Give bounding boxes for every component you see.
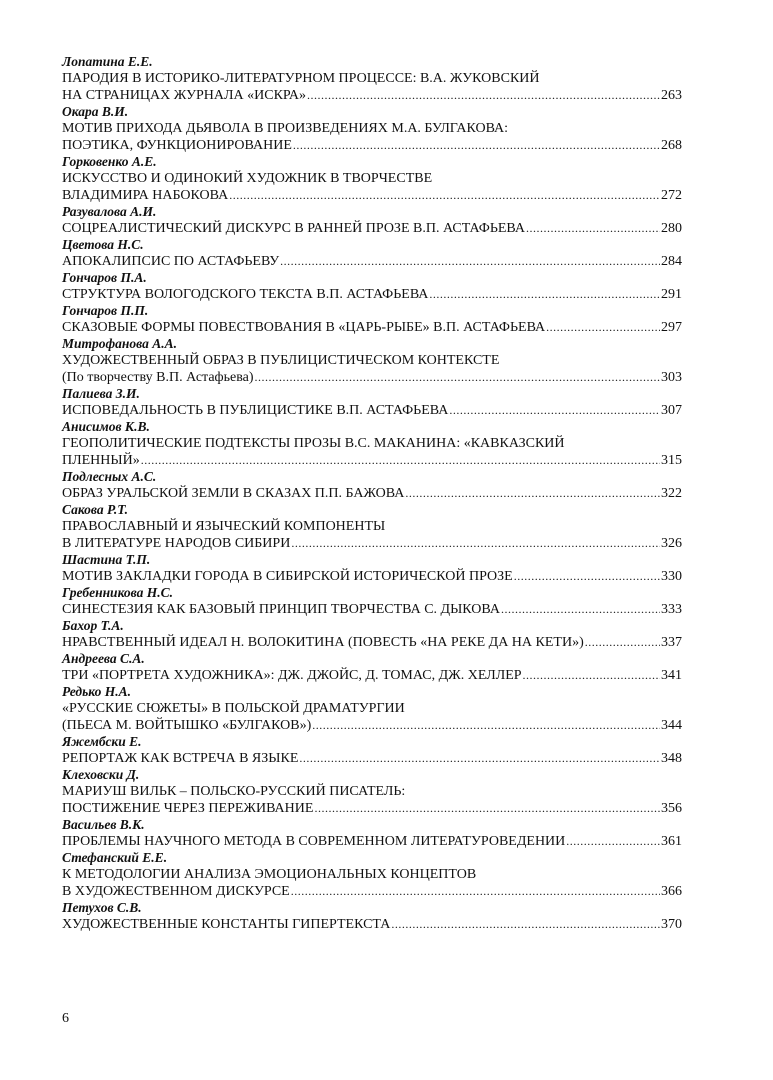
- toc-entry: [62, 386, 682, 419]
- toc-leader-dots: [229, 187, 660, 204]
- toc-title-line: [62, 535, 682, 552]
- toc-author: Гончаров П.П.: [62, 303, 149, 318]
- toc-title-text: СТРУКТУРА ВОЛОГОДСКОГО ТЕКСТА В.П. АСТАФЬЕВА: [62, 287, 429, 302]
- toc-title-line: ПРАВОСЛАВНЫЙ И ЯЗЫЧЕСКИЙ КОМПОНЕНТЫ: [62, 519, 386, 534]
- toc-title-line: [62, 286, 682, 303]
- toc-leader-dots: [307, 87, 660, 104]
- toc-author: Гребенникова Н.С.: [62, 585, 173, 600]
- toc-author: Цветова Н.С.: [62, 237, 144, 252]
- toc-entry: [62, 552, 682, 585]
- toc-title-text: ПЛЕННЫЙ»: [62, 453, 140, 468]
- toc-leader-dots: [566, 833, 660, 850]
- toc-title-text: ПРОБЛЕМЫ НАУЧНОГО МЕТОДА В СОВРЕМЕННОМ ЛИТЕРАТУРОВЕДЕНИИ: [62, 834, 566, 849]
- toc-title-text: ПОСТИЖЕНИЕ ЧЕРЕЗ ПЕРЕЖИВАНИЕ: [62, 801, 314, 816]
- toc-leader-dots: [546, 319, 660, 336]
- toc-title-line: К МЕТОДОЛОГИИ АНАЛИЗА ЭМОЦИОНАЛЬНЫХ КОНЦЕПТОВ: [62, 867, 477, 882]
- toc-title-line: ГЕОПОЛИТИЧЕСКИЕ ПОДТЕКСТЫ ПРОЗЫ В.С. МАКАНИНА: «КАВКАЗСКИЙ: [62, 436, 565, 451]
- toc-entry: [62, 618, 682, 651]
- toc-page-number: 326: [661, 536, 682, 551]
- toc-title-line: [62, 137, 682, 154]
- toc-page-number: 370: [661, 917, 682, 932]
- toc-leader-dots: [585, 634, 660, 651]
- toc-page-number: 303: [661, 370, 682, 385]
- toc-page-number: 348: [661, 751, 682, 766]
- toc-entry: [62, 651, 682, 684]
- toc-title-line: [62, 319, 682, 336]
- toc-author: Петухов С.В.: [62, 900, 142, 915]
- toc-title-line: [62, 87, 682, 104]
- toc-author: Сакова Р.Т.: [62, 502, 129, 517]
- toc-page-number: 337: [661, 635, 682, 650]
- toc-title-line: [62, 833, 682, 850]
- toc-leader-dots: [255, 369, 660, 386]
- toc-title-line: [62, 187, 682, 204]
- toc-page-number: 366: [661, 884, 682, 899]
- toc-author: Анисимов К.В.: [62, 419, 150, 434]
- toc-entry: [62, 336, 682, 386]
- toc-author: Окара В.И.: [62, 104, 129, 119]
- toc-author: Шастина Т.П.: [62, 552, 151, 567]
- toc-title-line: [62, 485, 682, 502]
- toc-leader-dots: [299, 750, 660, 767]
- toc-author: Клеховски Д.: [62, 767, 140, 782]
- toc-author: Лопатина Е.Е.: [62, 54, 153, 69]
- toc-leader-dots: [405, 485, 660, 502]
- toc-title-line: [62, 601, 682, 618]
- toc-author: Митрофанова А.А.: [62, 336, 177, 351]
- toc-title-line: ИСКУССТВО И ОДИНОКИЙ ХУДОЖНИК В ТВОРЧЕСТВЕ: [62, 171, 433, 186]
- toc-page-number: 330: [661, 569, 682, 584]
- toc-title-line: [62, 667, 682, 684]
- toc-title-line: «РУССКИЕ СЮЖЕТЫ» В ПОЛЬСКОЙ ДРАМАТУРГИИ: [62, 701, 405, 716]
- toc-page-number: 322: [661, 486, 682, 501]
- toc-page-number: 297: [661, 320, 682, 335]
- toc-author: Васильев В.К.: [62, 817, 145, 832]
- toc-entry: [62, 237, 682, 270]
- toc-title-line: ПАРОДИЯ В ИСТОРИКО-ЛИТЕРАТУРНОМ ПРОЦЕССЕ: В.А. ЖУКОВСКИЙ: [62, 71, 540, 86]
- toc-leader-dots: [523, 667, 660, 684]
- toc-entry: [62, 850, 682, 900]
- toc-entry: [62, 767, 682, 817]
- toc-title-text: ХУДОЖЕСТВЕННЫЕ КОНСТАНТЫ ГИПЕРТЕКСТА: [62, 917, 391, 932]
- toc-leader-dots: [449, 402, 660, 419]
- toc-page-number: 263: [661, 88, 682, 103]
- toc-page-number: 307: [661, 403, 682, 418]
- toc-leader-dots: [391, 916, 660, 933]
- toc-leader-dots: [314, 800, 660, 817]
- toc-entry: [62, 469, 682, 502]
- toc-title-text: НА СТРАНИЦАХ ЖУРНАЛА «ИСКРА»: [62, 88, 307, 103]
- toc-leader-dots: [291, 883, 660, 900]
- toc-author: Подлесных А.С.: [62, 469, 157, 484]
- toc-title-line: [62, 717, 682, 734]
- toc-leader-dots: [293, 137, 660, 154]
- toc-page-number: 268: [661, 138, 682, 153]
- toc-entry: [62, 154, 682, 204]
- toc-title-line: [62, 402, 682, 419]
- toc-page-number: 344: [661, 718, 682, 733]
- toc-author: Редько Н.А.: [62, 684, 131, 699]
- toc-entry: [62, 502, 682, 552]
- toc-title-text: СКАЗОВЫЕ ФОРМЫ ПОВЕСТВОВАНИЯ В «ЦАРЬ-РЫБЕ» В.П. АСТАФЬЕВА: [62, 320, 546, 335]
- toc-title-text: В ХУДОЖЕСТВЕННОМ ДИСКУРСЕ: [62, 884, 290, 899]
- toc-title-line: ХУДОЖЕСТВЕННЫЙ ОБРАЗ В ПУБЛИЦИСТИЧЕСКОМ КОНТЕКСТЕ: [62, 353, 500, 368]
- toc-author: Палиева З.И.: [62, 386, 140, 401]
- toc-title-line: [62, 800, 682, 817]
- toc-title-line: МОТИВ ПРИХОДА ДЬЯВОЛА В ПРОИЗВЕДЕНИЯХ М.А. БУЛГАКОВА:: [62, 121, 509, 136]
- page-number: 6: [62, 1011, 69, 1026]
- toc-title-text: АПОКАЛИПСИС ПО АСТАФЬЕВУ: [62, 254, 280, 269]
- toc-leader-dots: [514, 568, 660, 585]
- toc-title-line: МАРИУШ ВИЛЬК – ПОЛЬСКО-РУССКИЙ ПИСАТЕЛЬ:: [62, 784, 406, 799]
- table-of-contents: [62, 54, 682, 933]
- toc-title-line: [62, 883, 682, 900]
- toc-author: Разувалова А.И.: [62, 204, 157, 219]
- toc-entry: [62, 684, 682, 734]
- toc-leader-dots: [280, 253, 660, 270]
- toc-entry: [62, 419, 682, 469]
- toc-title-text: (ПЬЕСА М. ВОЙТЫШКО «БУЛГАКОВ»): [62, 718, 312, 733]
- toc-title-line: [62, 634, 682, 651]
- toc-title-line: [62, 369, 682, 386]
- toc-title-text: ВЛАДИМИРА НАБОКОВА: [62, 188, 229, 203]
- toc-title-line: [62, 568, 682, 585]
- toc-page-number: 272: [661, 188, 682, 203]
- toc-title-text: ИСПОВЕДАЛЬНОСТЬ В ПУБЛИЦИСТИКЕ В.П. АСТАФЬЕВА: [62, 403, 449, 418]
- toc-page-number: 333: [661, 602, 682, 617]
- toc-title-text: В ЛИТЕРАТУРЕ НАРОДОВ СИБИРИ: [62, 536, 291, 551]
- toc-entry: [62, 734, 682, 767]
- toc-title-text: НРАВСТВЕННЫЙ ИДЕАЛ Н. ВОЛОКИТИНА (ПОВЕСТЬ «НА РЕКЕ ДА НА КЕТИ»): [62, 635, 584, 650]
- toc-entry: [62, 104, 682, 154]
- toc-title-line: [62, 220, 682, 237]
- toc-page-number: 284: [661, 254, 682, 269]
- toc-title-text: ТРИ «ПОРТРЕТА ХУДОЖНИКА»: ДЖ. ДЖОЙС, Д. ТОМАС, ДЖ. ХЕЛЛЕР: [62, 668, 522, 683]
- toc-page-number: 361: [661, 834, 682, 849]
- toc-entry: [62, 270, 682, 303]
- toc-entry: [62, 817, 682, 850]
- toc-page-number: 341: [661, 668, 682, 683]
- toc-author: Стефанский Е.Е.: [62, 850, 168, 865]
- toc-title-line: [62, 452, 682, 469]
- toc-leader-dots: [312, 717, 660, 734]
- toc-title-text: (По творчеству В.П. Астафьева): [62, 370, 254, 385]
- toc-page-number: 356: [661, 801, 682, 816]
- toc-author: Яжембски Е.: [62, 734, 142, 749]
- toc-title-line: [62, 916, 682, 933]
- toc-title-text: МОТИВ ЗАКЛАДКИ ГОРОДА В СИБИРСКОЙ ИСТОРИЧЕСКОЙ ПРОЗЕ: [62, 569, 513, 584]
- toc-title-text: РЕПОРТАЖ КАК ВСТРЕЧА В ЯЗЫКЕ: [62, 751, 299, 766]
- toc-author: Андреева С.А.: [62, 651, 145, 666]
- toc-entry: [62, 204, 682, 237]
- toc-page-number: 291: [661, 287, 682, 302]
- toc-title-text: ПОЭТИКА, ФУНКЦИОНИРОВАНИЕ: [62, 138, 292, 153]
- toc-author: Гончаров П.А.: [62, 270, 147, 285]
- toc-entry: [62, 585, 682, 618]
- toc-leader-dots: [526, 220, 660, 237]
- toc-author: Бахор Т.А.: [62, 618, 124, 633]
- toc-entry: [62, 303, 682, 336]
- toc-leader-dots: [291, 535, 660, 552]
- toc-leader-dots: [141, 452, 660, 469]
- toc-title-line: [62, 750, 682, 767]
- toc-page-number: 315: [661, 453, 682, 468]
- toc-entry: [62, 900, 682, 933]
- toc-entry: [62, 54, 682, 104]
- toc-author: Горковенко А.Е.: [62, 154, 157, 169]
- toc-title-text: ОБРАЗ УРАЛЬСКОЙ ЗЕМЛИ В СКАЗАХ П.П. БАЖОВА: [62, 486, 405, 501]
- toc-title-line: [62, 253, 682, 270]
- toc-title-text: СОЦРЕАЛИСТИЧЕСКИЙ ДИСКУРС В РАННЕЙ ПРОЗЕ В.П. АСТАФЬЕВА: [62, 221, 525, 236]
- toc-leader-dots: [501, 601, 660, 618]
- toc-title-text: СИНЕСТЕЗИЯ КАК БАЗОВЫЙ ПРИНЦИП ТВОРЧЕСТВА С. ДЫКОВА: [62, 602, 500, 617]
- toc-leader-dots: [429, 286, 660, 303]
- toc-page-number: 280: [661, 221, 682, 236]
